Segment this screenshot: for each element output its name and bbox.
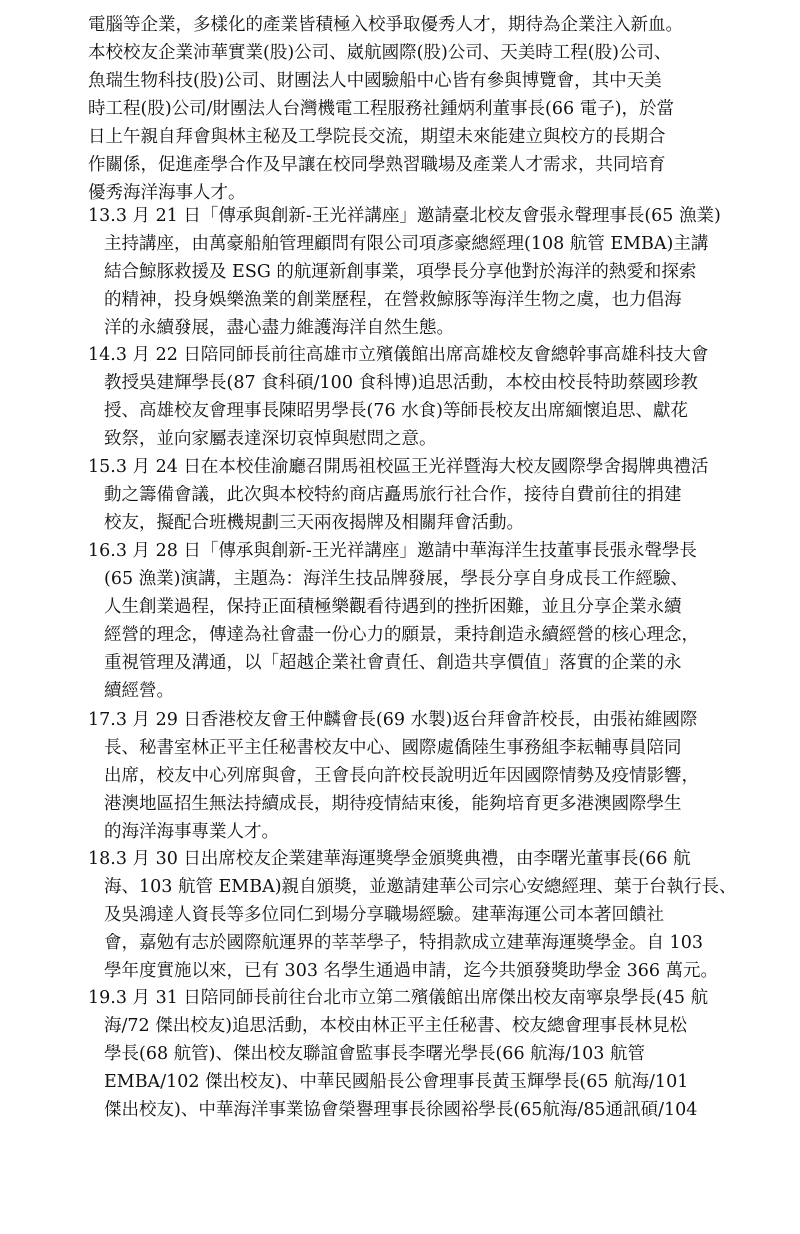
paragraph-5-line-4: 經營的理念，傳達為社會盡一份心力的願景，秉持創造永續經營的核心理念， <box>104 625 699 645</box>
paragraph-5-line-1: 16.3 月 28 日「傳承與創新-王光祥講座」邀請中華海洋生技董事長張永聲學長 <box>88 541 697 561</box>
paragraph-3-line-2: 教授吳建輝學長(87 食科碩/100 食科博)追思活動，本校由校長特助蔡國珍教 <box>104 373 698 393</box>
paragraph-8-line-2: 海/72 傑出校友)追思活動，本校由林正平主任秘書、校友總會理事長林見松 <box>104 1016 688 1036</box>
paragraph-7-line-5: 學年度實施以來，已有 303 名學生通過申請，迄今共頒發獎助學金 366 萬元。 <box>104 961 719 981</box>
paragraph-1-line-4: 時工程(股)公司/財團法人台灣機電工程服務社鍾炳利董事長(66 電子)，於當 <box>88 99 675 119</box>
paragraph-2-line-1: 13.3 月 21 日「傳承與創新-王光祥講座」邀請臺北校友會張永聲理事長(65 漁業) <box>88 206 721 226</box>
paragraph-6-line-4: 港澳地區招生無法持續成長，期待疫情結束後，能夠培育更多港澳國際學生 <box>104 794 682 814</box>
paragraph-5-line-3: 人生創業過程，保持正面積極樂觀看待遇到的挫折困難，並且分享企業永續 <box>104 597 682 617</box>
paragraph-1-line-3: 魚瑞生物科技(股)公司、財團法人中國驗船中心皆有參與博覽會，其中天美 <box>88 71 662 91</box>
paragraph-4-line-3: 校友，擬配合班機規劃三天兩夜揭牌及相關拜會活動。 <box>104 513 524 533</box>
paragraph-1-line-1: 電腦等企業，多樣化的產業皆積極入校爭取優秀人才，期待為企業注入新血。 <box>88 15 683 35</box>
paragraph-5-line-6: 續經營。 <box>104 681 174 701</box>
paragraph-6-line-2: 長、秘書室林正平主任秘書校友中心、國際處僑陸生事務組李耘輔專員陪同 <box>104 738 682 758</box>
paragraph-1-line-5: 日上午親自拜會與林主秘及工學院長交流，期望未來能建立與校方的長期合 <box>88 127 666 147</box>
paragraph-4-line-1: 15.3 月 24 日在本校佳渝廳召開馬祖校區王光祥暨海大校友國際學舍揭牌典禮活 <box>88 457 709 477</box>
paragraph-3-line-3: 授、高雄校友會理事長陳昭男學長(76 水食)等師長校友出席緬懷追思、獻花 <box>104 401 688 421</box>
paragraph-8-line-4: EMBA/102 傑出校友)、中華民國船長公會理事長黃玉輝學長(65 航海/101 <box>104 1072 689 1092</box>
paragraph-2-line-3: 結合鯨豚救援及 ESG 的航運新創事業，項學長分享他對於海洋的熱愛和探索 <box>104 262 697 282</box>
paragraph-6-line-1: 17.3 月 29 日香港校友會王仲麟會長(69 水製)返台拜會許校長，由張祐維國際 <box>88 710 698 730</box>
paragraph-8-line-3: 學長(68 航管)、傑出校友聯誼會監事長李曙光學長(66 航海/103 航管 <box>104 1044 646 1064</box>
paragraph-6-line-3: 出席，校友中心列席與會，王會長向許校長說明近年因國際情勢及疫情影響， <box>104 766 699 786</box>
paragraph-5-line-2: (65 漁業)演講，主題為：海洋生技品牌發展，學長分享自身成長工作經驗、 <box>104 569 688 589</box>
paragraph-1-line-7: 優秀海洋海事人才。 <box>88 183 246 203</box>
paragraph-5-line-5: 重視管理及溝通，以「超越企業社會責任、創造共享價值」落實的企業的永 <box>104 653 682 673</box>
paragraph-8-line-1: 19.3 月 31 日陪同師長前往台北市立第二殯儀館出席傑出校友南寧泉學長(45 航 <box>88 988 709 1008</box>
paragraph-7-line-4: 會，嘉勉有志於國際航運界的莘莘學子，特捐款成立建華海運獎學金。自 103 <box>104 933 703 953</box>
paragraph-3-line-4: 致祭，並向家屬表達深切哀悼與慰問之意。 <box>104 429 437 449</box>
paragraph-4-line-2: 動之籌備會議，此次與本校特約商店矗馬旅行社合作，接待自費前往的捐建 <box>104 485 682 505</box>
paragraph-3-line-1: 14.3 月 22 日陪同師長前往高雄市立殯儀館出席高雄校友會總幹事高雄科技大會 <box>88 345 709 365</box>
paragraph-7-line-3: 及吳鴻達人資長等多位同仁到場分享職場經驗。建華海運公司本著回饋社 <box>104 905 664 925</box>
paragraph-7-line-1: 18.3 月 30 日出席校友企業建華海運獎學金頒獎典禮，由李曙光董事長(66 航 <box>88 849 691 869</box>
paragraph-2-line-2: 主持講座，由萬豪船舶管理顧問有限公司項彥豪總經理(108 航管 EMBA)主講 <box>104 234 709 254</box>
paragraph-1-line-2: 本校校友企業沛華實業(股)公司、崴航國際(股)公司、天美時工程(股)公司、 <box>88 43 672 63</box>
paragraph-8-line-5: 傑出校友)、中華海洋事業協會榮譽理事長徐國裕學長(65航海/85通訊碩/104 <box>104 1100 698 1120</box>
paragraph-6-line-5: 的海洋海事專業人才。 <box>104 822 279 842</box>
paragraph-1-line-6: 作關係，促進產學合作及早讓在校同學熟習職場及產業人才需求，共同培育 <box>88 155 666 175</box>
paragraph-7-line-2: 海、103 航管 EMBA)親自頒獎，並邀請建華公司宗心安總經理、葉于台執行長、 <box>104 877 737 897</box>
paragraph-2-line-4: 的精神，投身娛樂漁業的創業歷程，在營救鯨豚等海洋生物之虞，也力倡海 <box>104 290 682 310</box>
paragraph-2-line-5: 洋的永續發展，盡心盡力維護海洋自然生態。 <box>104 318 454 338</box>
